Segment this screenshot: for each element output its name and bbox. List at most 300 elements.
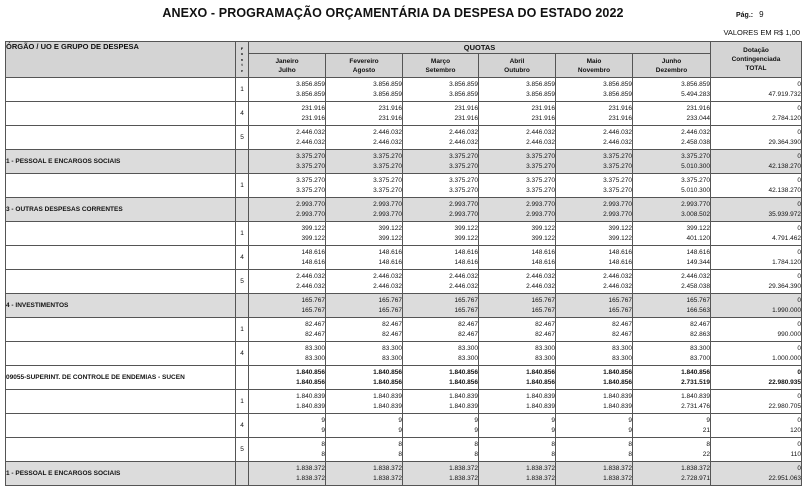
value-first-half: 165.767: [378, 296, 402, 304]
quota-cell: [633, 126, 711, 150]
value-first-half: 82.467: [535, 320, 555, 328]
value-first-half: 0: [797, 320, 801, 328]
quota-cell: [249, 342, 326, 366]
column-header-month: [479, 54, 556, 78]
value-first-half: 1.840.839: [681, 392, 710, 400]
value-second-half: 165.767: [531, 306, 555, 314]
value-second-half: 148.616: [301, 258, 325, 266]
table-row: [6, 270, 802, 294]
value-first-half: 2.446.032: [449, 272, 478, 280]
table-row: [6, 342, 802, 366]
quota-cell: [249, 462, 326, 486]
quota-cell: [556, 102, 633, 126]
value-first-half: 231.916: [686, 104, 710, 112]
row-label: 1 - PESSOAL E ENCARGOS SOCIAIS: [6, 150, 236, 174]
value-first-half: 3.856.859: [681, 80, 710, 88]
value-second-half: 1.840.856: [449, 378, 478, 386]
value-second-half: 3.856.859: [449, 90, 478, 98]
value-first-half: 1.838.372: [449, 464, 478, 472]
value-first-half: 3.375.270: [681, 152, 710, 160]
value-second-half: 2.731.519: [681, 378, 710, 386]
quota-cell: [403, 318, 479, 342]
quota-cell: [249, 222, 326, 246]
value-first-half: 1.838.372: [603, 464, 632, 472]
value-first-half: 83.300: [612, 344, 632, 352]
value-second-half: 166.563: [686, 306, 710, 314]
value-first-half: 231.916: [454, 104, 478, 112]
month-second-half: Outubro: [504, 66, 530, 74]
value-first-half: 399.122: [686, 224, 710, 232]
value-second-half: 399.122: [454, 234, 478, 242]
value-second-half: 83.300: [612, 354, 632, 362]
fonte-cell: 1: [236, 318, 249, 342]
page-label: Pág.:: [736, 12, 754, 19]
value-second-half: 82.467: [305, 330, 325, 338]
quota-cell: [479, 294, 556, 318]
value-first-half: 231.916: [608, 104, 632, 112]
row-label: [6, 174, 236, 198]
value-first-half: 165.767: [454, 296, 478, 304]
value-first-half: 2.446.032: [526, 272, 555, 280]
value-second-half: 1.840.839: [296, 402, 325, 410]
total-cell: [711, 270, 802, 294]
value-second-half: 2.458.038: [681, 138, 710, 146]
table-row: [6, 462, 802, 486]
quota-cell: [556, 294, 633, 318]
value-first-half: 8: [706, 440, 710, 448]
value-second-half: 401.120: [686, 234, 710, 242]
value-first-half: 1.840.856: [449, 368, 478, 376]
quota-cell: [249, 246, 326, 270]
value-second-half: 1.838.372: [296, 474, 325, 482]
total-cell: [711, 246, 802, 270]
value-second-half: 1.840.839: [449, 402, 478, 410]
month-second-half: Setembro: [425, 66, 456, 74]
value-second-half: 120: [790, 426, 801, 434]
value-second-half: 4.791.462: [772, 234, 801, 242]
quota-cell: [633, 198, 711, 222]
total-cell: [711, 390, 802, 414]
table-row: [6, 78, 802, 102]
value-second-half: 5.494.283: [681, 90, 710, 98]
quota-cell: [403, 390, 479, 414]
month-first-half: Maio: [586, 57, 602, 65]
quota-cell: [479, 150, 556, 174]
value-second-half: 82.467: [535, 330, 555, 338]
quota-cell: [479, 366, 556, 390]
value-first-half: 148.616: [454, 248, 478, 256]
value-second-half: 1.784.120: [772, 258, 801, 266]
value-second-half: 83.300: [382, 354, 402, 362]
value-second-half: 9: [321, 426, 325, 434]
value-first-half: 0: [797, 224, 801, 232]
value-first-half: 2.446.032: [603, 272, 632, 280]
month-second-half: Agosto: [352, 66, 376, 74]
total-cell: [711, 294, 802, 318]
row-label: [6, 414, 236, 438]
value-second-half: 148.616: [378, 258, 402, 266]
quota-cell: [326, 198, 403, 222]
value-second-half: 1.000.000: [772, 354, 801, 362]
quota-cell: [326, 318, 403, 342]
quota-cell: [403, 78, 479, 102]
quota-cell: [479, 222, 556, 246]
fonte-cell: [236, 198, 249, 222]
quota-cell: [403, 102, 479, 126]
value-first-half: 165.767: [686, 296, 710, 304]
value-first-half: 2.446.032: [449, 128, 478, 136]
value-second-half: 2.446.032: [526, 282, 555, 290]
value-second-half: 9: [474, 426, 478, 434]
document-title-text: ANEXO - PROGRAMAÇÃO ORÇAMENTÁRIA DA DESPESA DO ESTADO 2022: [162, 6, 624, 20]
value-first-half: 3.375.270: [373, 176, 402, 184]
quota-cell: [403, 222, 479, 246]
value-first-half: 3.375.270: [681, 176, 710, 184]
value-second-half: 42.138.270: [768, 162, 801, 170]
quota-cell: [479, 342, 556, 366]
value-second-half: 9: [398, 426, 402, 434]
value-first-half: 0: [797, 368, 801, 376]
value-first-half: 9: [321, 416, 325, 424]
value-second-half: 3.375.270: [373, 186, 402, 194]
quota-cell: [633, 294, 711, 318]
quota-cell: [556, 318, 633, 342]
value-second-half: 2.446.032: [526, 138, 555, 146]
value-second-half: 1.840.839: [373, 402, 402, 410]
value-first-half: 399.122: [454, 224, 478, 232]
value-first-half: 0: [797, 152, 801, 160]
quota-cell: [326, 462, 403, 486]
fonte-cell: 1: [236, 222, 249, 246]
table-row: [6, 198, 802, 222]
table-row: [6, 366, 802, 390]
value-first-half: 1.840.856: [526, 368, 555, 376]
total-cell: [711, 366, 802, 390]
quota-cell: [479, 438, 556, 462]
fonte-cell: [236, 462, 249, 486]
quota-cell: [249, 414, 326, 438]
value-first-half: 2.993.770: [681, 200, 710, 208]
value-first-half: 83.300: [458, 344, 478, 352]
fonte-cell: 4: [236, 246, 249, 270]
value-second-half: 3.375.270: [296, 186, 325, 194]
table-row: [6, 294, 802, 318]
quota-cell: [326, 270, 403, 294]
quota-cell: [479, 198, 556, 222]
value-first-half: 148.616: [686, 248, 710, 256]
value-first-half: 165.767: [608, 296, 632, 304]
quota-cell: [633, 174, 711, 198]
value-first-half: 2.446.032: [681, 128, 710, 136]
quota-cell: [403, 366, 479, 390]
value-second-half: 8: [398, 450, 402, 458]
value-second-half: 82.863: [690, 330, 710, 338]
units-label: VALORES EM R$ 1,00: [723, 28, 800, 37]
quota-cell: [479, 78, 556, 102]
quota-cell: [326, 102, 403, 126]
value-second-half: 2.446.032: [449, 282, 478, 290]
value-first-half: 2.446.032: [526, 128, 555, 136]
quota-cell: [479, 246, 556, 270]
value-second-half: 9: [551, 426, 555, 434]
value-second-half: 2.993.770: [373, 210, 402, 218]
value-first-half: 0: [797, 344, 801, 352]
value-second-half: 165.767: [608, 306, 632, 314]
fonte-cell: 4: [236, 414, 249, 438]
quota-cell: [633, 246, 711, 270]
column-header-month: [556, 54, 633, 78]
value-first-half: 231.916: [378, 104, 402, 112]
value-first-half: 0: [797, 392, 801, 400]
quota-cell: [403, 198, 479, 222]
value-second-half: 8: [551, 450, 555, 458]
fonte-cell: 4: [236, 102, 249, 126]
value-first-half: 8: [551, 440, 555, 448]
value-first-half: 1.840.839: [603, 392, 632, 400]
quota-cell: [403, 150, 479, 174]
value-second-half: 1.840.839: [526, 402, 555, 410]
value-second-half: 3.856.859: [296, 90, 325, 98]
value-first-half: 3.375.270: [449, 152, 478, 160]
quota-cell: [479, 390, 556, 414]
quota-cell: [556, 246, 633, 270]
value-second-half: 83.300: [458, 354, 478, 362]
quota-cell: [556, 222, 633, 246]
fonte-cell: 5: [236, 126, 249, 150]
value-first-half: 1.840.856: [681, 368, 710, 376]
quota-cell: [249, 294, 326, 318]
row-label: [6, 126, 236, 150]
value-first-half: 0: [797, 296, 801, 304]
value-first-half: 2.446.032: [296, 128, 325, 136]
total-cell: [711, 438, 802, 462]
value-second-half: 148.616: [608, 258, 632, 266]
row-label: [6, 78, 236, 102]
quota-cell: [403, 126, 479, 150]
quota-cell: [403, 438, 479, 462]
month-first-half: Fevereiro: [349, 57, 379, 65]
value-first-half: 3.856.859: [373, 80, 402, 88]
value-first-half: 0: [797, 80, 801, 88]
value-first-half: 83.300: [535, 344, 555, 352]
value-first-half: 148.616: [608, 248, 632, 256]
value-second-half: 22: [702, 450, 710, 458]
value-second-half: 8: [321, 450, 325, 458]
quota-cell: [326, 150, 403, 174]
value-first-half: 2.446.032: [373, 128, 402, 136]
total-header-line2: Contingenciada: [731, 56, 781, 63]
value-second-half: 1.840.856: [603, 378, 632, 386]
month-first-half: Abril: [509, 57, 525, 65]
quota-cell: [633, 462, 711, 486]
value-first-half: 3.375.270: [526, 152, 555, 160]
value-second-half: 2.446.032: [373, 138, 402, 146]
value-first-half: 165.767: [301, 296, 325, 304]
quota-cell: [633, 150, 711, 174]
value-first-half: 3.856.859: [526, 80, 555, 88]
page-number: 9: [759, 10, 764, 19]
quota-cell: [249, 126, 326, 150]
value-first-half: 1.840.839: [526, 392, 555, 400]
row-label: [6, 102, 236, 126]
month-first-half: Março: [430, 57, 451, 65]
table-row: [6, 102, 802, 126]
quota-cell: [633, 270, 711, 294]
row-label: [6, 270, 236, 294]
table-row: [6, 318, 802, 342]
fonte-cell: 5: [236, 270, 249, 294]
value-second-half: 165.767: [378, 306, 402, 314]
quota-cell: [403, 174, 479, 198]
value-first-half: 82.467: [382, 320, 402, 328]
value-second-half: 2.446.032: [373, 282, 402, 290]
quota-cell: [326, 222, 403, 246]
value-second-half: 399.122: [531, 234, 555, 242]
row-label: [6, 342, 236, 366]
value-second-half: 3.375.270: [603, 162, 632, 170]
value-first-half: 1.838.372: [526, 464, 555, 472]
month-second-half: Julho: [278, 66, 296, 74]
quota-cell: [633, 390, 711, 414]
value-first-half: 231.916: [531, 104, 555, 112]
total-header-line1: Dotação: [743, 47, 769, 54]
quota-cell: [556, 174, 633, 198]
value-first-half: 3.375.270: [373, 152, 402, 160]
value-second-half: 231.916: [608, 114, 632, 122]
quota-cell: [403, 342, 479, 366]
value-first-half: 3.375.270: [296, 176, 325, 184]
value-first-half: 83.300: [382, 344, 402, 352]
quota-cell: [479, 102, 556, 126]
value-second-half: 2.446.032: [296, 282, 325, 290]
row-label: 1 - PESSOAL E ENCARGOS SOCIAIS: [6, 462, 236, 486]
value-second-half: 3.375.270: [449, 162, 478, 170]
budget-table: [5, 41, 802, 486]
quota-cell: [556, 342, 633, 366]
value-first-half: 8: [628, 440, 632, 448]
value-first-half: 2.993.770: [526, 200, 555, 208]
value-second-half: 22.980.705: [768, 402, 801, 410]
value-first-half: 0: [797, 200, 801, 208]
value-first-half: 8: [321, 440, 325, 448]
value-first-half: 1.840.856: [373, 368, 402, 376]
value-second-half: 1.840.856: [296, 378, 325, 386]
value-first-half: 165.767: [531, 296, 555, 304]
value-second-half: 399.122: [608, 234, 632, 242]
value-second-half: 399.122: [378, 234, 402, 242]
value-second-half: 1.838.372: [373, 474, 402, 482]
quota-cell: [326, 174, 403, 198]
value-second-half: 83.700: [690, 354, 710, 362]
value-second-half: 2.446.032: [296, 138, 325, 146]
row-label: [6, 318, 236, 342]
quota-cell: [403, 246, 479, 270]
total-header-line3: TOTAL: [745, 65, 767, 72]
value-first-half: 0: [797, 272, 801, 280]
quota-cell: [326, 438, 403, 462]
quota-cell: [556, 390, 633, 414]
table-row: [6, 174, 802, 198]
value-first-half: 399.122: [301, 224, 325, 232]
total-cell: [711, 174, 802, 198]
total-cell: [711, 126, 802, 150]
value-second-half: 82.467: [382, 330, 402, 338]
value-second-half: 148.616: [454, 258, 478, 266]
value-second-half: 2.446.032: [603, 138, 632, 146]
value-first-half: 1.840.856: [296, 368, 325, 376]
value-first-half: 3.856.859: [449, 80, 478, 88]
value-second-half: 2.993.770: [526, 210, 555, 218]
value-second-half: 399.122: [301, 234, 325, 242]
quota-cell: [479, 126, 556, 150]
value-first-half: 399.122: [531, 224, 555, 232]
value-first-half: 2.993.770: [603, 200, 632, 208]
value-first-half: 148.616: [301, 248, 325, 256]
column-header-month: [249, 54, 326, 78]
total-cell: [711, 198, 802, 222]
fonte-cell: 5: [236, 438, 249, 462]
column-header-month: [403, 54, 479, 78]
row-label: [6, 438, 236, 462]
value-second-half: 2.784.120: [772, 114, 801, 122]
total-cell: [711, 318, 802, 342]
page-indicator: [736, 10, 764, 19]
value-second-half: 231.916: [531, 114, 555, 122]
quota-cell: [249, 318, 326, 342]
value-first-half: 82.467: [458, 320, 478, 328]
value-first-half: 2.993.770: [296, 200, 325, 208]
quota-cell: [479, 414, 556, 438]
value-second-half: 3.375.270: [526, 162, 555, 170]
value-second-half: 1.840.856: [526, 378, 555, 386]
quota-cell: [633, 78, 711, 102]
value-second-half: 2.728.971: [681, 474, 710, 482]
value-first-half: 0: [797, 128, 801, 136]
value-second-half: 1.838.372: [526, 474, 555, 482]
fonte-cell: 1: [236, 174, 249, 198]
value-second-half: 29.364.390: [768, 282, 801, 290]
value-first-half: 8: [398, 440, 402, 448]
value-second-half: 8: [628, 450, 632, 458]
quota-cell: [633, 102, 711, 126]
value-second-half: 2.731.476: [681, 402, 710, 410]
value-second-half: 165.767: [301, 306, 325, 314]
total-cell: [711, 102, 802, 126]
quota-cell: [633, 438, 711, 462]
fonte-cell: 1: [236, 390, 249, 414]
quota-cell: [249, 270, 326, 294]
value-first-half: 1.838.372: [296, 464, 325, 472]
value-second-half: 231.916: [378, 114, 402, 122]
value-second-half: 5.010.300: [681, 186, 710, 194]
row-label: [6, 390, 236, 414]
table-row: [6, 246, 802, 270]
value-second-half: 2.993.770: [449, 210, 478, 218]
value-second-half: 9: [628, 426, 632, 434]
month-second-half: Dezembro: [655, 66, 688, 74]
quota-cell: [249, 78, 326, 102]
value-first-half: 399.122: [608, 224, 632, 232]
quota-cell: [326, 342, 403, 366]
value-first-half: 1.840.839: [373, 392, 402, 400]
month-first-half: Junho: [661, 57, 682, 65]
table-row: [6, 150, 802, 174]
value-second-half: 82.467: [612, 330, 632, 338]
table-row: [6, 438, 802, 462]
quota-cell: [326, 414, 403, 438]
value-second-half: 42.138.270: [768, 186, 801, 194]
month-second-half: Novembro: [577, 66, 611, 74]
